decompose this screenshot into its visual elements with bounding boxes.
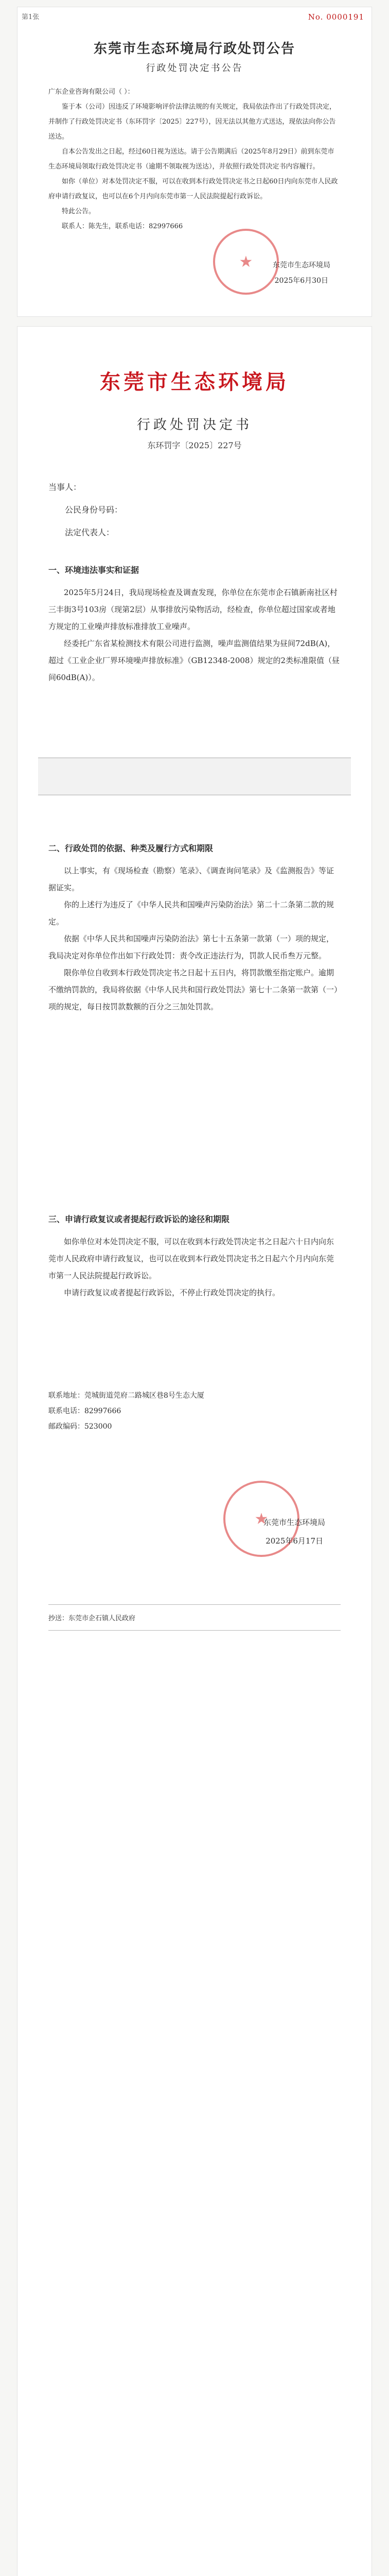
notice-agency-title: 东莞市生态环境局行政处罚公告 — [93, 41, 295, 57]
notice-paragraph-2: 自本公告发出之日起，经过60日视为送达。请于公告期满后（2025年8月29日）前到东莞市生态环境局领取行政处罚决定书（逾期不领取视为送达），并依照行政处罚决定书内容履行。 — [48, 148, 334, 171]
cc-line: 抄送：东莞市企石镇人民政府 — [48, 1615, 136, 1622]
serial-value: 0000191 — [326, 12, 364, 22]
official-seal-icon: ★ — [213, 229, 279, 295]
notice-date: 2025年6月30日 — [274, 277, 328, 285]
party-info — [48, 476, 341, 544]
s2-paragraph-4: 限你单位自收到本行政处罚决定书之日起十五日内，将罚款缴至指定账户。逾期不缴纳罚款的，我局将依据《中华人民共和国行政处罚法》第七十二条第一款第（一）项的规定，每日按罚款数额的百分之三加处罚款。 — [48, 968, 338, 1011]
contact-postcode: 邮政编码：523000 — [48, 1422, 112, 1431]
rep-label: 法定代表人： — [65, 528, 115, 537]
s1-paragraph-2: 经委托广东省某检测技术有限公司进行监测，噪声监测值结果为昼间72dB(A)，超过《工业企业厂界环境噪声排放标准》（GB12348-2008）规定的2类标准限值（昼间60dB(A)）。 — [48, 639, 340, 682]
s1-paragraph-1: 2025年5月24日，我局现场检查及调查发现，你单位在东莞市企石镇新南社区村三丰街3号103房（现第2层）从事排放污染物活动，经检查，你单位超过国家或者地方规定的工业噪声排放标准排放工业噪声。 — [48, 588, 338, 631]
s2-paragraph-2: 你的上述行为违反了《中华人民共和国噪声污染防治法》第二十二条第二款的规定。 — [48, 900, 334, 926]
serial-label: No. — [308, 12, 324, 22]
serial-number — [308, 12, 364, 22]
notice-contact: 联系人：陈先生，联系电话：82997666 — [62, 223, 183, 230]
id-label: 公民身份号码： — [65, 505, 123, 515]
notice-addressee: 广东企业咨询有限公司（ ）： — [48, 88, 134, 96]
section-3-heading: 三、申请行政复议或者提起行政诉讼的途径和期限 — [48, 1214, 230, 1224]
decision-title: 行政处罚决定书 — [136, 417, 252, 433]
decision-sheet — [17, 327, 372, 2576]
notice-doc-type: 行政处罚决定书公告 — [146, 63, 243, 74]
contact-block — [48, 1388, 341, 1434]
contact-address: 联系地址：莞城街道莞府二路城区巷8号生态大厦 — [48, 1392, 204, 1400]
s3-paragraph-1: 如你单位对本处罚决定不服，可以在收到本行政处罚决定书之日起六十日内向东莞市人民政府申请行政复议，也可以在收到本行政处罚决定书之日起六个月内向东莞市第一人民法院提起行政诉讼。 — [48, 1237, 334, 1280]
page-tag: 第1张 — [22, 13, 40, 21]
section-3-body — [48, 1233, 341, 1301]
notice-paragraph-1: 鉴于本（公司）因违反了环境影响评价法律法规的有关规定，我局依法作出了行政处罚决定，并制作了行政处罚决定书（东环罚字〔2025〕227号），因无法以其他方式送达，现依法向你公告送达。 — [48, 103, 337, 141]
notice-paragraph-3: 如你（单位）对本处罚决定不服，可以在收到本行政处罚决定书之日起60日内向东莞市人民政府申请行政复议，也可以在6个月内向东莞市第一人民法院提起行政诉讼。 — [48, 178, 338, 200]
section-1-heading: 一、环境违法事实和证据 — [48, 565, 139, 575]
section-2-body — [48, 862, 341, 1015]
section-1-body — [48, 584, 341, 686]
decision-seal-icon: ★ — [223, 1481, 299, 1557]
decision-red-header: 东莞市生态环境局 — [100, 370, 289, 394]
s2-paragraph-1: 以上事实，有《现场检查（勘察）笔录》、《调查询问笔录》及《监测报告》等证据证实。 — [48, 866, 334, 892]
decision-doc-number: 东环罚字〔2025〕227号 — [147, 440, 242, 450]
s3-paragraph-2: 申请行政复议或者提起行政诉讼，不停止行政处罚决定的执行。 — [64, 1288, 280, 1297]
party-label: 当事人： — [48, 482, 82, 492]
section-2-heading: 二、行政处罚的依据、种类及履行方式和期限 — [48, 843, 214, 853]
decision-date: 2025年6月17日 — [266, 1536, 323, 1546]
s2-paragraph-3: 依据《中华人民共和国噪声污染防治法》第七十五条第一款第（一）项的规定，我局决定对你单位作出如下行政处罚：责令改正违法行为，罚款人民币叁万元整。 — [48, 934, 334, 960]
notice-closing: 特此公告。 — [62, 208, 96, 215]
notice-issuer: 东莞市生态环境局 — [273, 261, 330, 269]
cc-divider — [48, 1604, 341, 1605]
notice-sheet — [17, 7, 372, 316]
decision-issuer: 东莞市生态环境局 — [263, 1518, 325, 1527]
redaction-band — [38, 757, 351, 795]
notice-body — [48, 84, 341, 234]
contact-phone: 联系电话：82997666 — [48, 1407, 121, 1415]
cc-divider-bottom — [48, 1630, 341, 1631]
